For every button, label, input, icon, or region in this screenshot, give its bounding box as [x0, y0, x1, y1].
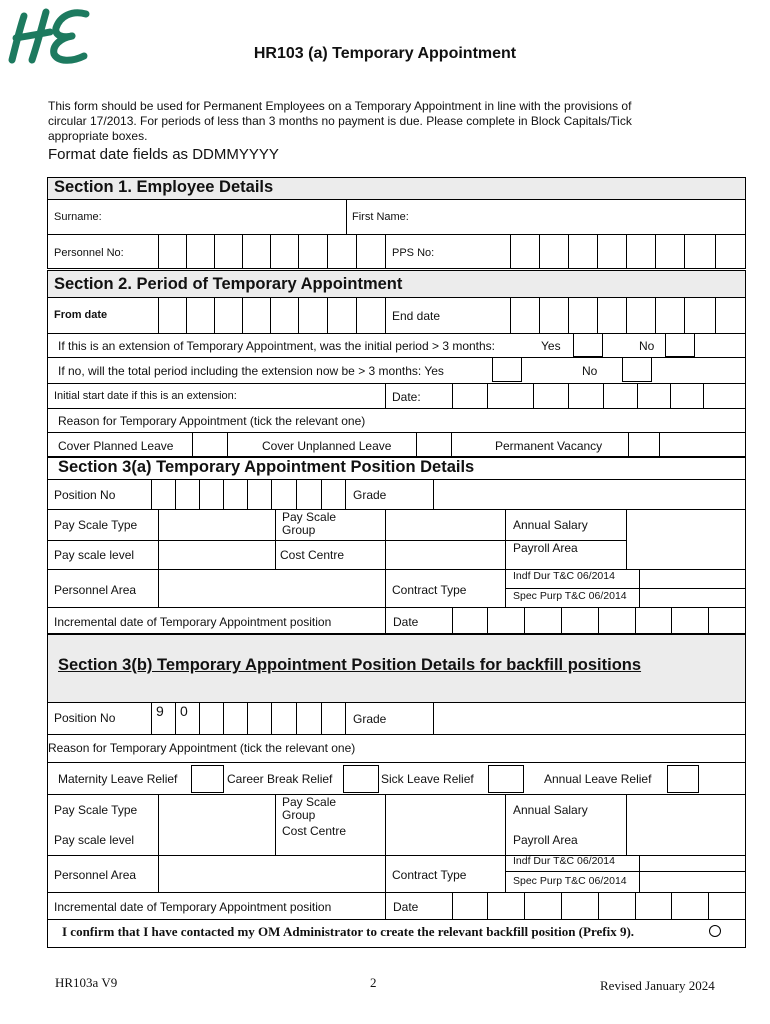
personnel-area-label-3a: Personnel Area	[54, 583, 137, 597]
payroll-area-label-3b: Payroll Area	[513, 833, 578, 847]
incremental-date-label-3a: Incremental date of Temporary Appointment position	[54, 615, 332, 629]
maternity-label: Maternity Leave Relief	[58, 772, 178, 786]
cost-centre-label-3a: Cost Centre	[280, 548, 345, 562]
pay-scale-level-field-3a[interactable]	[159, 541, 274, 568]
spec-purp-checkbox-3b[interactable]	[640, 872, 745, 891]
first-name-label: First Name:	[352, 211, 409, 223]
grade-label-3a: Grade	[353, 488, 387, 502]
footer-form-code: HR103a V9	[55, 975, 118, 990]
permanent-vacancy-label: Permanent Vacancy	[495, 439, 603, 453]
section3b-heading: Section 3(b) Temporary Appointment Position Details for backfill positions	[58, 656, 642, 674]
pay-scale-group-label-3b: Pay Scale Group	[282, 795, 337, 822]
extension-question: If this is an extension of Temporary Appointment, was the initial period > 3 months:	[58, 339, 496, 353]
end-date-label: End date	[392, 309, 441, 323]
section3a-heading: Section 3(a) Temporary Appointment Position Details	[58, 458, 475, 476]
pay-scale-level-field-3b[interactable]	[159, 825, 274, 854]
first-name-field[interactable]	[420, 201, 740, 232]
cost-centre-label-3b: Cost Centre	[282, 824, 347, 838]
cost-centre-field-3a[interactable]	[386, 541, 504, 568]
pay-scale-level-label-3a: Pay scale level	[54, 548, 135, 562]
incremental-date-boxes-3b[interactable]	[452, 893, 745, 918]
backfill-confirm-text: I confirm that I have contacted my OM Administrator to create the relevant backfill position (Prefix 9).	[62, 924, 635, 939]
surname-label: Surname:	[54, 211, 102, 223]
cover-unplanned-checkbox[interactable]	[416, 432, 452, 457]
spec-purp-label-3b: Spec Purp T&C 06/2014	[513, 875, 627, 887]
followup-no-label: No	[582, 364, 598, 378]
cost-centre-field-3b[interactable]	[386, 825, 504, 854]
indf-dur-label-3b: Indf Dur T&C 06/2014	[513, 855, 615, 867]
end-date-boxes[interactable]	[510, 298, 746, 332]
annual-leave-checkbox[interactable]	[667, 765, 699, 793]
date-format-note: Format date fields as DDMMYYYY	[48, 146, 279, 163]
annual-salary-label-3b: Annual Salary	[513, 803, 588, 817]
extension-yes-label: Yes	[541, 339, 561, 353]
career-break-checkbox[interactable]	[343, 765, 379, 793]
maternity-checkbox[interactable]	[191, 765, 224, 793]
section2-heading: Section 2. Period of Temporary Appointment	[54, 275, 403, 293]
pay-scale-group-field-3b[interactable]	[386, 795, 504, 824]
pay-scale-group-label-3a: Pay Scale Group	[282, 510, 337, 537]
contract-type-label-3a: Contract Type	[392, 583, 467, 597]
personnel-no-label: Personnel No:	[54, 247, 124, 259]
initial-start-label: Initial start date if this is an extension:	[54, 390, 237, 402]
section1-heading: Section 1. Employee Details	[54, 178, 274, 196]
backfill-confirm-radio[interactable]	[709, 925, 721, 937]
spec-purp-label-3a: Spec Purp T&C 06/2014	[513, 590, 627, 602]
indf-dur-checkbox-3b[interactable]	[640, 856, 745, 870]
pay-scale-level-label-3b: Pay scale level	[54, 833, 135, 847]
personnel-area-label-3b: Personnel Area	[54, 868, 137, 882]
payroll-area-field-3a[interactable]	[627, 541, 745, 568]
position-no-label-3b: Position No	[54, 711, 116, 725]
reason-label-s2: Reason for Temporary Appointment (tick the relevant one)	[58, 414, 366, 428]
position-no-label-3a: Position No	[54, 488, 116, 502]
footer-page-number: 2	[370, 975, 377, 990]
cover-planned-checkbox[interactable]	[192, 432, 228, 457]
incremental-date-date-label-3b: Date	[393, 900, 419, 914]
spec-purp-checkbox-3a[interactable]	[640, 589, 745, 606]
prefix-digit-0: 0	[180, 703, 188, 719]
pay-scale-type-label-3a: Pay Scale Type	[54, 518, 138, 532]
footer-revised-date: Revised January 2024	[600, 978, 715, 993]
sick-leave-checkbox[interactable]	[488, 765, 524, 793]
form-title: HR103 (a) Temporary Appointment	[253, 45, 517, 62]
career-break-label: Career Break Relief	[227, 772, 333, 786]
incremental-date-boxes-3a[interactable]	[452, 608, 745, 633]
surname-field[interactable]	[140, 201, 340, 232]
pps-no-label: PPS No:	[392, 247, 435, 259]
annual-salary-field-3a[interactable]	[627, 510, 745, 539]
extension-no-label: No	[639, 339, 655, 353]
pay-scale-type-field-3a[interactable]	[159, 510, 274, 539]
pps-no-boxes[interactable]	[510, 235, 746, 268]
annual-salary-label-3a: Annual Salary	[513, 518, 588, 532]
personnel-no-boxes[interactable]	[158, 235, 385, 268]
reason-label-s3b: Reason for Temporary Appointment (tick the relevant one)	[48, 741, 356, 755]
followup-no-checkbox[interactable]	[622, 357, 652, 382]
indf-dur-checkbox-3a[interactable]	[640, 570, 745, 587]
cover-unplanned-label: Cover Unplanned Leave	[262, 439, 392, 453]
annual-salary-field-3b[interactable]	[627, 795, 745, 824]
prefix-digit-9: 9	[156, 703, 164, 719]
payroll-area-label-3a: Payroll Area	[513, 541, 578, 555]
payroll-area-field-3b[interactable]	[627, 825, 745, 854]
initial-date-boxes[interactable]	[452, 384, 745, 407]
personnel-area-field-3b[interactable]	[159, 856, 384, 891]
incremental-date-label-3b: Incremental date of Temporary Appointment position	[54, 900, 332, 914]
pay-scale-group-field-3a[interactable]	[386, 510, 504, 539]
followup-question: If no, will the total period including the extension now be > 3 months: Yes	[58, 364, 444, 378]
extension-no-checkbox[interactable]	[665, 333, 695, 357]
position-no-boxes-3a[interactable]	[151, 480, 345, 508]
grade-field-3a[interactable]	[434, 480, 745, 508]
grade-field-3b[interactable]	[434, 703, 745, 733]
indf-dur-label-3a: Indf Dur T&C 06/2014	[513, 570, 615, 582]
annual-leave-label: Annual Leave Relief	[544, 772, 652, 786]
pay-scale-type-label-3b: Pay Scale Type	[54, 803, 138, 817]
sick-leave-label: Sick Leave Relief	[381, 772, 474, 786]
initial-date-label: Date:	[392, 390, 421, 404]
permanent-vacancy-checkbox[interactable]	[628, 432, 660, 457]
contract-type-label-3b: Contract Type	[392, 868, 467, 882]
incremental-date-date-label-3a: Date	[393, 615, 419, 629]
intro-text: This form should be used for Permanent Employees on a Temporary Appointment in line with the provisions of circular 17/2013. For periods of less than 3 months no payment is due. Please complete in Block Capitals/Tick appropriate boxes.	[48, 99, 632, 143]
from-date-label: From date	[54, 309, 108, 321]
extension-yes-checkbox[interactable]	[573, 333, 603, 357]
pay-scale-type-field-3b[interactable]	[159, 795, 274, 824]
personnel-area-field-3a[interactable]	[159, 570, 384, 606]
from-date-boxes[interactable]	[158, 298, 385, 332]
cover-planned-label: Cover Planned Leave	[58, 439, 174, 453]
followup-yes-checkbox[interactable]	[492, 357, 522, 382]
grade-label-3b: Grade	[353, 712, 387, 726]
